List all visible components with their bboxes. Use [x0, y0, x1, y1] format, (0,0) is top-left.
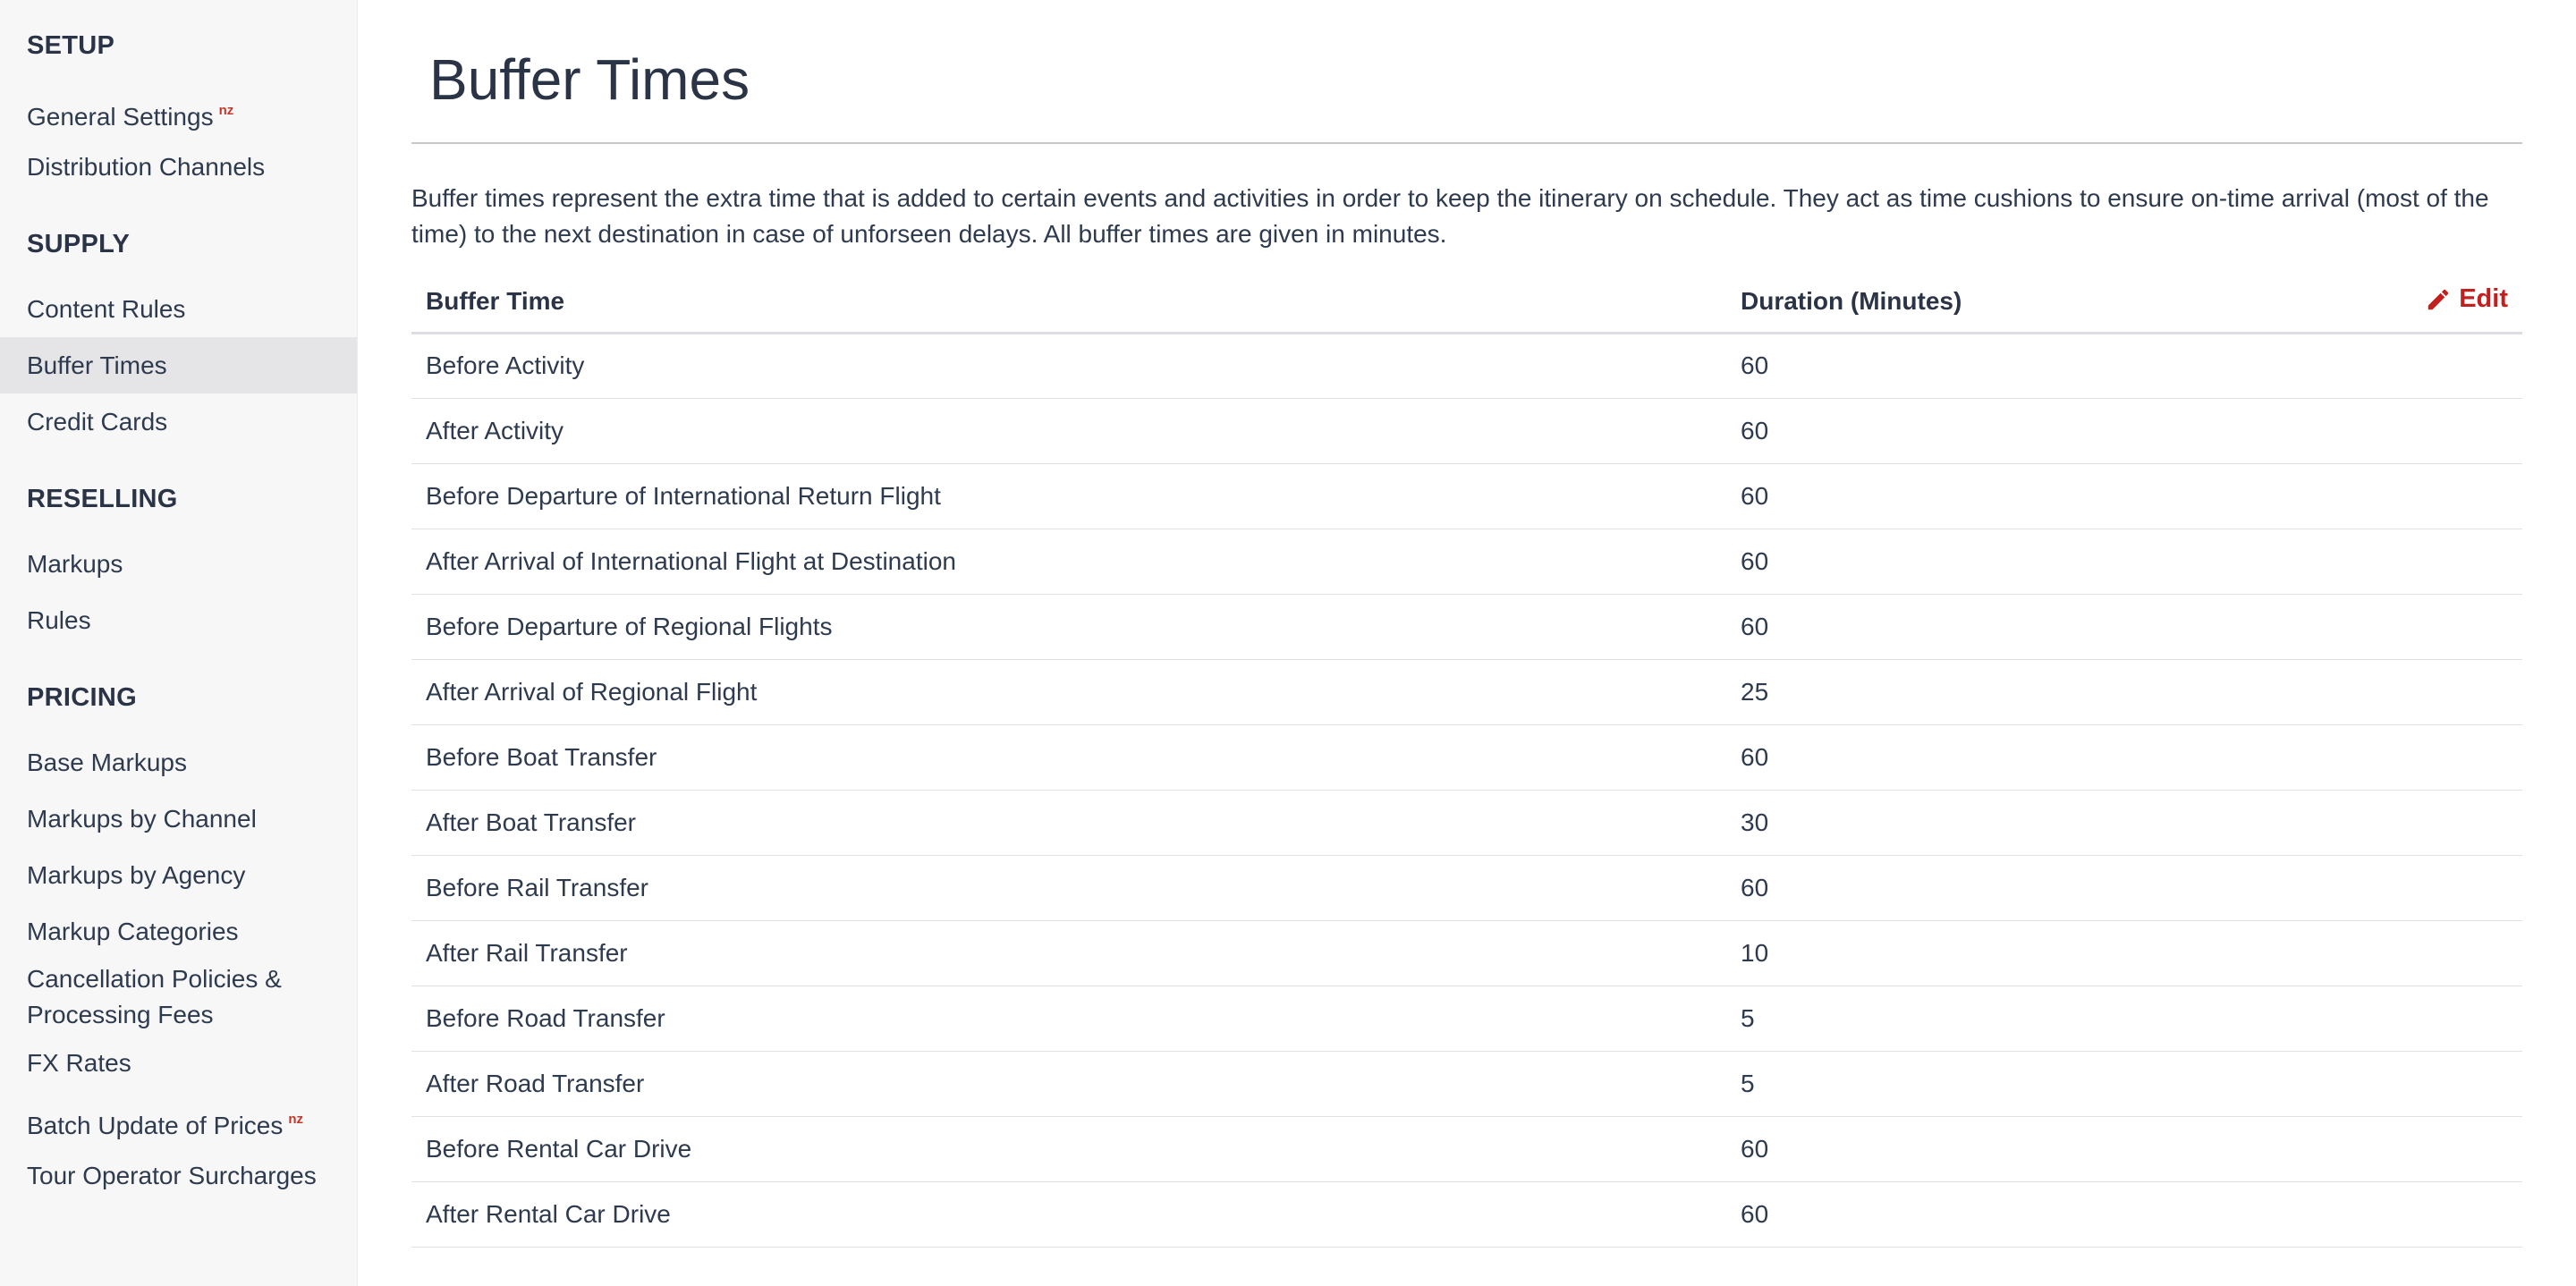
sidebar-section-reselling: [0, 484, 357, 648]
sidebar-item-markups[interactable]: [0, 536, 357, 592]
sidebar-item-markups-by-agency[interactable]: [0, 847, 357, 903]
sidebar-item-credit-cards[interactable]: [0, 393, 357, 450]
sidebar-section-title: SUPPLY: [27, 230, 131, 258]
table-row: [411, 398, 2522, 463]
row-spacer-cell: [2276, 1116, 2522, 1181]
buffer-time-name: After Activity: [411, 398, 1726, 463]
table-row: [411, 1116, 2522, 1181]
row-spacer-cell: [2276, 920, 2522, 986]
table-row: [411, 920, 2522, 986]
sidebar-item-batch-update-of-prices[interactable]: [0, 1091, 357, 1147]
sidebar-item-label: FX Rates: [27, 1049, 131, 1077]
sidebar: [0, 0, 358, 1286]
buffer-time-duration: 5: [1726, 986, 2276, 1051]
buffer-time-duration: 60: [1726, 724, 2276, 790]
row-spacer-cell: [2276, 986, 2522, 1051]
table-row: [411, 463, 2522, 529]
sidebar-item-fx-rates[interactable]: [0, 1035, 357, 1091]
buffer-time-name: After Arrival of Regional Flight: [411, 659, 1726, 724]
sidebar-item-label: Distribution Channels: [27, 153, 266, 181]
buffer-time-duration: 60: [1726, 1116, 2276, 1181]
table-row: [411, 1181, 2522, 1247]
buffer-time-name: Before Departure of Regional Flights: [411, 594, 1726, 659]
region-badge: nz: [218, 103, 234, 118]
buffer-time-name: After Arrival of International Flight at Destination: [411, 529, 1726, 594]
buffer-time-name: After Boat Transfer: [411, 790, 1726, 855]
buffer-time-name: After Rail Transfer: [411, 920, 1726, 986]
buffer-time-name: Before Departure of International Return Flight: [411, 463, 1726, 529]
region-badge: nz: [288, 1112, 304, 1127]
table-row: [411, 724, 2522, 790]
sidebar-item-label: Tour Operator Surcharges: [27, 1162, 317, 1189]
buffer-time-duration: 5: [1726, 1051, 2276, 1116]
buffer-time-duration: 60: [1726, 529, 2276, 594]
sidebar-item-label: Content Rules: [27, 295, 186, 323]
row-spacer-cell: [2276, 463, 2522, 529]
table-header-row: [411, 272, 2522, 333]
sidebar-item-buffer-times[interactable]: [0, 337, 357, 393]
table-row: [411, 986, 2522, 1051]
row-spacer-cell: [2276, 724, 2522, 790]
buffer-time-name: Before Boat Transfer: [411, 724, 1726, 790]
sidebar-section-pricing: [0, 682, 357, 1204]
buffer-time-duration: 60: [1726, 333, 2276, 398]
sidebar-item-label: General Settings: [27, 103, 214, 131]
table-row: [411, 594, 2522, 659]
page-description: Buffer times represent the extra time that is added to certain events and activities in order to keep the itinerary on schedule. They act as time cushions to ensure on-time arrival (most of the time) to the next destination in case of unforseen delays. All buffer times are given in minutes.: [411, 184, 2489, 248]
sidebar-section-title: PRICING: [27, 683, 137, 712]
row-spacer-cell: [2276, 855, 2522, 920]
column-header-duration: Duration (Minutes): [1726, 272, 2276, 333]
buffer-times-table: [411, 272, 2522, 1248]
buffer-time-name: Before Rail Transfer: [411, 855, 1726, 920]
sidebar-item-markup-categories[interactable]: [0, 903, 357, 960]
sidebar-item-general-settings[interactable]: [0, 82, 357, 139]
row-spacer-cell: [2276, 529, 2522, 594]
row-spacer-cell: [2276, 790, 2522, 855]
edit-header-cell: [2276, 272, 2522, 333]
sidebar-item-label: Rules: [27, 606, 91, 634]
buffer-time-name: After Road Transfer: [411, 1051, 1726, 1116]
row-spacer-cell: [2276, 333, 2522, 398]
sidebar-item-label: Markups by Agency: [27, 861, 246, 889]
row-spacer-cell: [2276, 659, 2522, 724]
sidebar-item-cancellation-policies-processing-fees[interactable]: [0, 960, 357, 1035]
buffer-time-duration: 60: [1726, 398, 2276, 463]
table-row: [411, 333, 2522, 398]
table-row: [411, 1051, 2522, 1116]
buffer-time-duration: 25: [1726, 659, 2276, 724]
sidebar-item-label: Batch Update of Prices: [27, 1112, 284, 1139]
row-spacer-cell: [2276, 1051, 2522, 1116]
sidebar-section-title: SETUP: [27, 31, 115, 60]
buffer-time-duration: 60: [1726, 463, 2276, 529]
row-spacer-cell: [2276, 594, 2522, 659]
sidebar-item-label: Markups by Channel: [27, 805, 257, 833]
table-row: [411, 790, 2522, 855]
edit-button[interactable]: [2425, 284, 2508, 314]
sidebar-item-label: Cancellation Policies & Processing Fees: [27, 965, 282, 1028]
buffer-time-name: Before Rental Car Drive: [411, 1116, 1726, 1181]
sidebar-item-label: Base Markups: [27, 749, 187, 776]
sidebar-section-supply: [0, 229, 357, 450]
sidebar-item-content-rules[interactable]: [0, 281, 357, 337]
sidebar-item-base-markups[interactable]: [0, 734, 357, 791]
sidebar-item-markups-by-channel[interactable]: [0, 791, 357, 847]
sidebar-section-title: RESELLING: [27, 485, 178, 513]
buffer-time-duration: 60: [1726, 855, 2276, 920]
sidebar-section-setup: [0, 30, 357, 195]
page-title: Buffer Times: [411, 0, 2522, 144]
sidebar-item-tour-operator-surcharges[interactable]: [0, 1147, 357, 1204]
buffer-time-duration: 60: [1726, 594, 2276, 659]
buffer-time-duration: 60: [1726, 1181, 2276, 1247]
buffer-time-name: Before Road Transfer: [411, 986, 1726, 1051]
main-content: [411, 0, 2522, 1248]
table-body: [411, 333, 2522, 1247]
table-row: [411, 855, 2522, 920]
buffer-time-duration: 10: [1726, 920, 2276, 986]
sidebar-item-rules[interactable]: [0, 592, 357, 648]
sidebar-item-label: Buffer Times: [27, 351, 167, 379]
edit-label: Edit: [2459, 284, 2508, 313]
table-row: [411, 529, 2522, 594]
sidebar-item-label: Markup Categories: [27, 918, 239, 945]
row-spacer-cell: [2276, 1181, 2522, 1247]
buffer-time-name: Before Activity: [411, 333, 1726, 398]
row-spacer-cell: [2276, 398, 2522, 463]
sidebar-item-distribution-channels[interactable]: [0, 139, 357, 195]
sidebar-item-label: Markups: [27, 550, 123, 578]
buffer-time-name: After Rental Car Drive: [411, 1181, 1726, 1247]
column-header-buffer-time: Buffer Time: [411, 272, 1726, 333]
pencil-icon: [2425, 286, 2452, 313]
sidebar-item-label: Credit Cards: [27, 408, 168, 436]
buffer-time-duration: 30: [1726, 790, 2276, 855]
table-row: [411, 659, 2522, 724]
